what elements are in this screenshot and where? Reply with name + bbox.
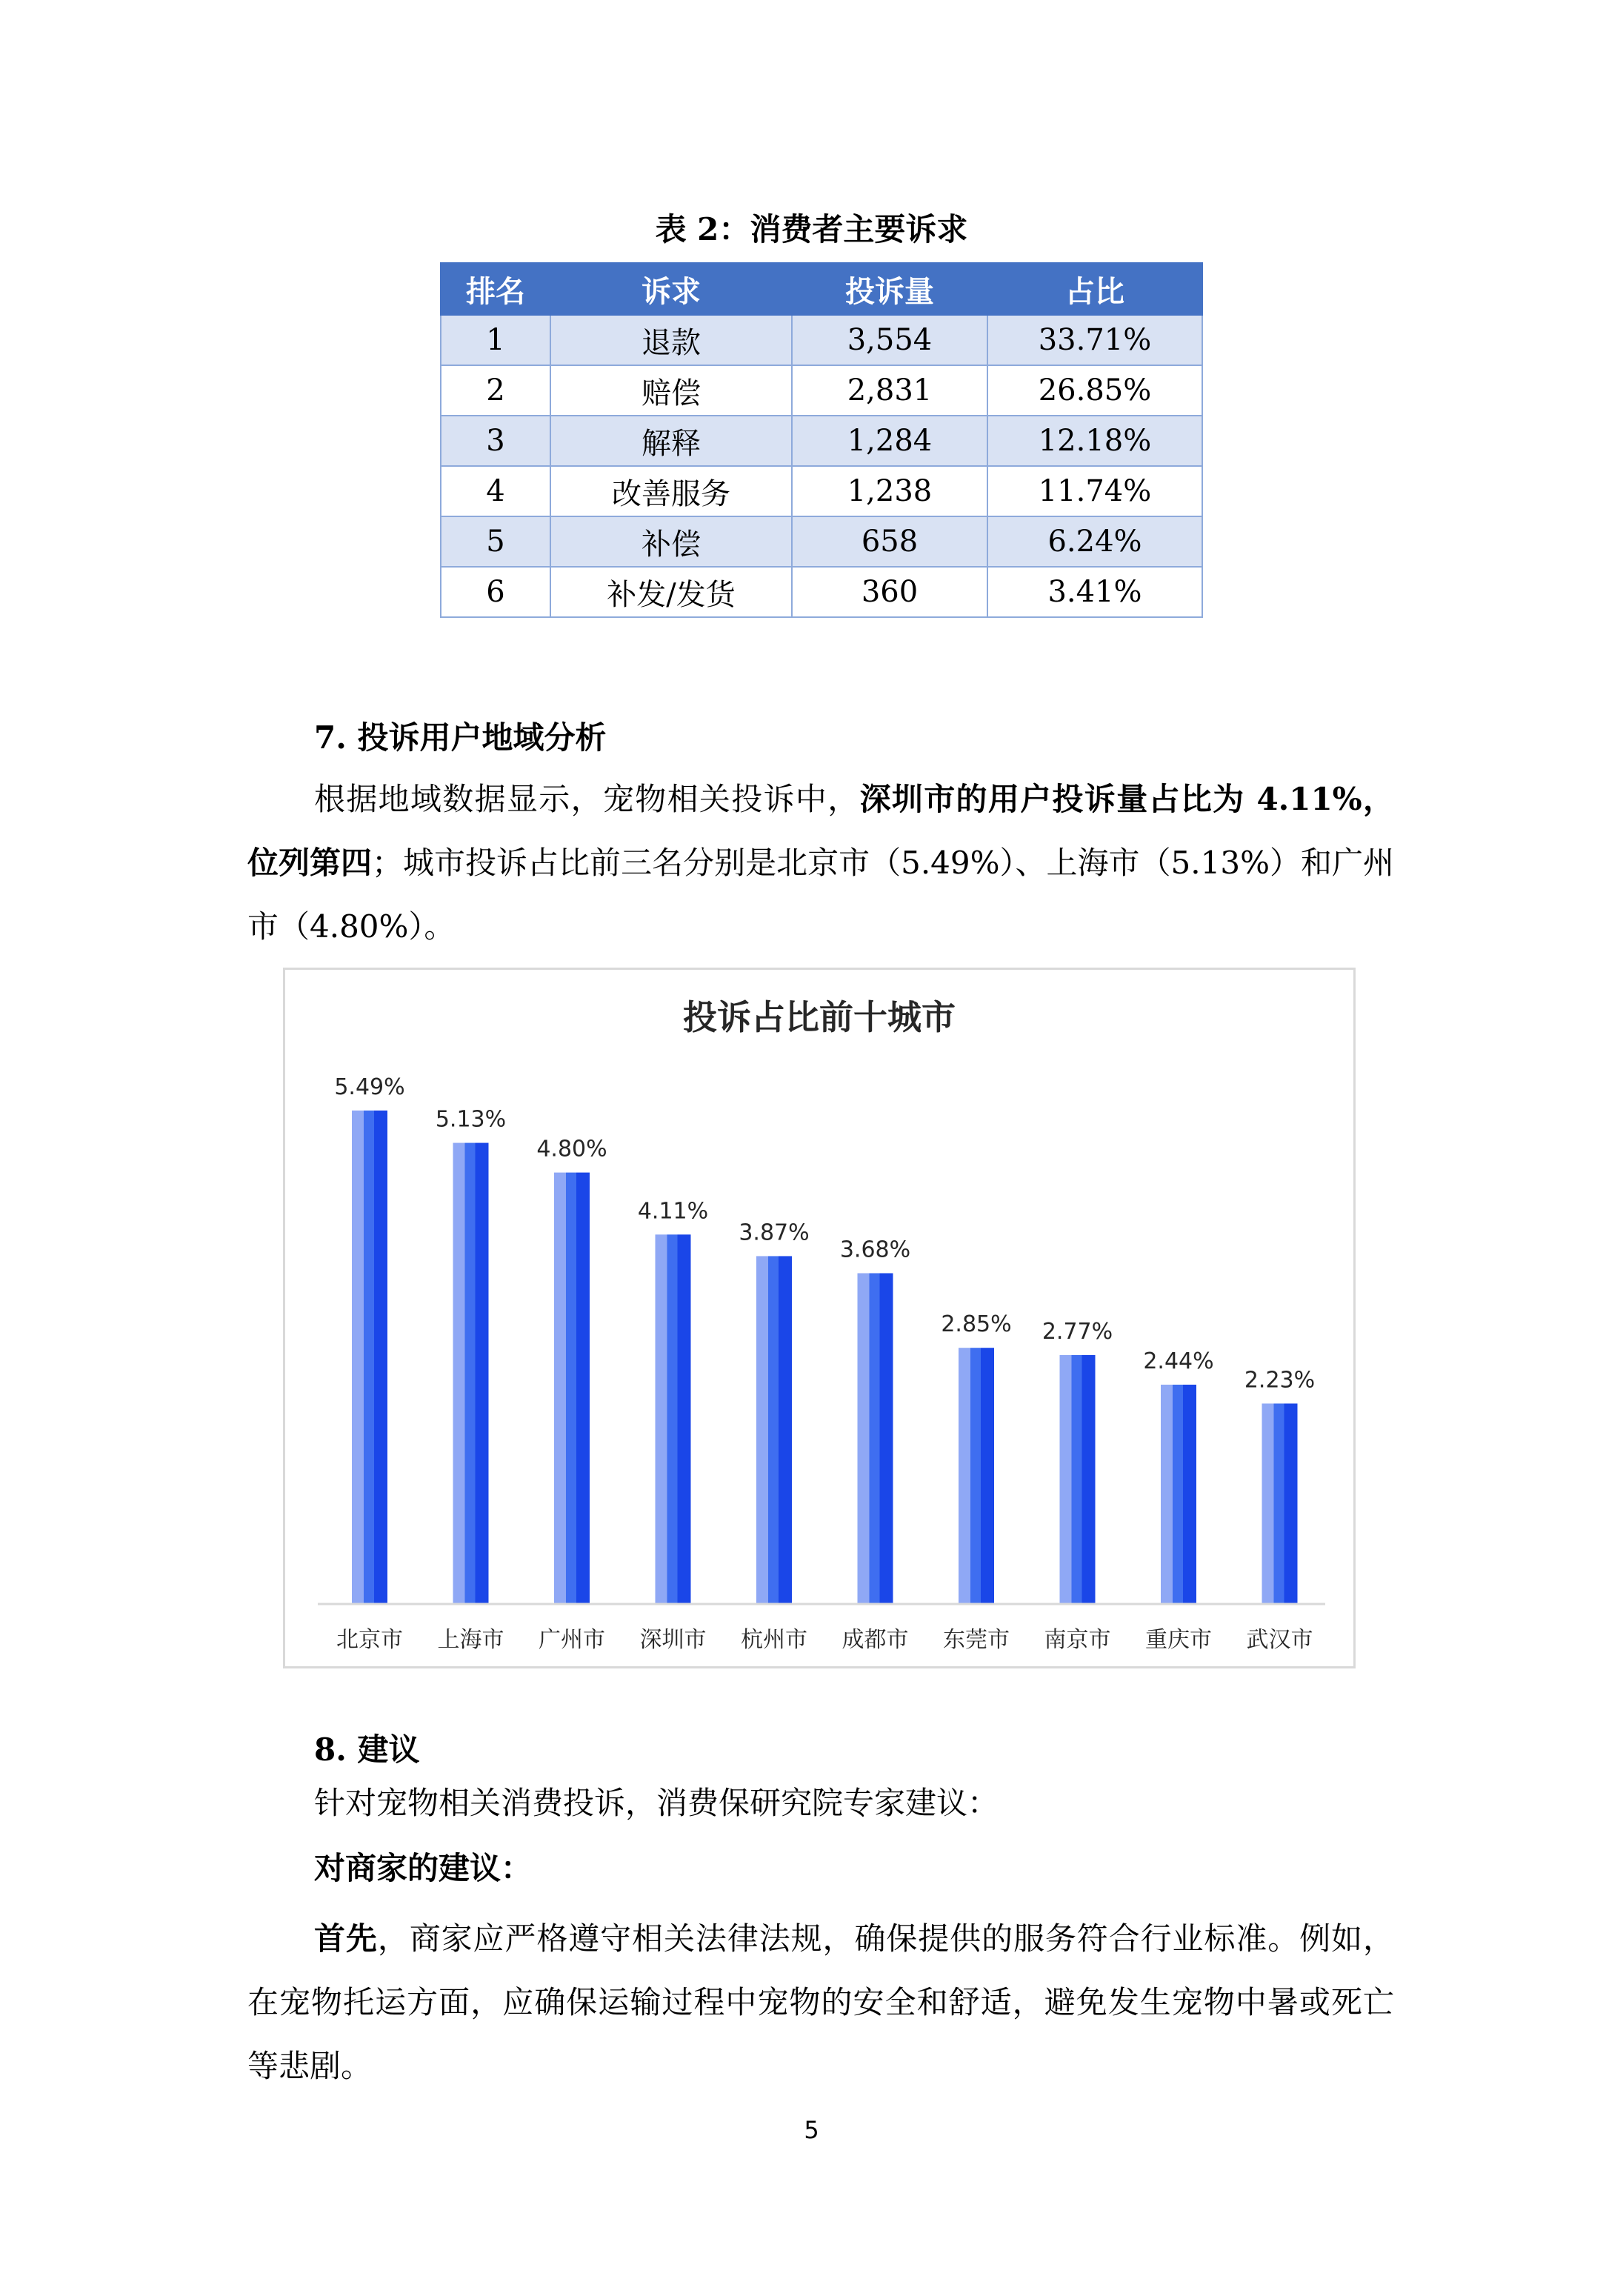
bar-杭州市 xyxy=(756,1256,792,1604)
bar-segment xyxy=(364,1111,374,1604)
cell-demand: 补偿 xyxy=(550,516,792,567)
merchant-advice-heading: 对商家的建议： xyxy=(314,1850,533,1886)
chart-svg xyxy=(285,970,1353,1666)
cell-demand: 改善服务 xyxy=(550,466,792,516)
advice-lead: 首先 xyxy=(314,1920,378,1957)
cell-demand: 赔偿 xyxy=(550,365,792,416)
bar-segment xyxy=(880,1273,893,1604)
bar-成都市 xyxy=(858,1273,893,1604)
bar-segment xyxy=(1082,1355,1096,1604)
complaint-demands-table xyxy=(440,262,1203,618)
bar-广州市 xyxy=(554,1173,590,1604)
bar-segment xyxy=(678,1234,691,1604)
x-tick-label: 东莞市 xyxy=(943,1627,1010,1653)
bar-武汉市 xyxy=(1262,1403,1298,1604)
bar-北京市 xyxy=(352,1111,387,1604)
header-demand: 诉求 xyxy=(550,263,792,315)
table-row xyxy=(441,516,1202,567)
data-label: 2.23% xyxy=(1244,1367,1316,1394)
cell-count: 3,554 xyxy=(792,315,987,365)
bar-东莞市 xyxy=(959,1348,994,1604)
bar-segment xyxy=(554,1173,566,1604)
data-label: 4.80% xyxy=(536,1136,607,1162)
section-7-text: 根据地域数据显示，宠物相关投诉中， xyxy=(314,781,860,817)
data-label: 3.68% xyxy=(839,1237,911,1263)
cell-rank: 6 xyxy=(441,567,550,617)
cell-count: 360 xyxy=(792,567,987,617)
section-8-intro: 针对宠物相关消费投诉，消费保研究院专家建议： xyxy=(314,1785,999,1821)
cell-share: 12.18% xyxy=(987,416,1202,466)
chart-x-tick-labels xyxy=(336,1627,1313,1653)
table-row xyxy=(441,416,1202,466)
bar-segment xyxy=(1060,1355,1072,1604)
section-7-heading: 7. 投诉用户地域分析 xyxy=(314,719,607,756)
x-tick-label: 南京市 xyxy=(1044,1627,1111,1653)
city-complaint-chart xyxy=(283,968,1356,1668)
chart-title: 投诉占比前十城市 xyxy=(683,997,956,1037)
bar-重庆市 xyxy=(1161,1385,1196,1604)
cell-demand: 补发/发货 xyxy=(550,567,792,617)
cell-count: 658 xyxy=(792,516,987,567)
bar-segment xyxy=(1262,1403,1274,1604)
data-label: 3.87% xyxy=(739,1219,810,1246)
cell-rank: 3 xyxy=(441,416,550,466)
advice-text: ，商家应严格遵守相关法律法规，确保提供的服务符合行业标准。例如，在宠物托运方面，应确保运输过程中宠物的安全和舒适，避免发生宠物中暑或死亡等悲剧。 xyxy=(247,1920,1394,2084)
bar-segment xyxy=(566,1173,576,1604)
cell-count: 2,831 xyxy=(792,365,987,416)
cell-share: 11.74% xyxy=(987,466,1202,516)
bar-segment xyxy=(453,1143,465,1604)
section-8-heading: 8. 建议 xyxy=(314,1731,420,1768)
cell-rank: 2 xyxy=(441,365,550,416)
bar-segment xyxy=(1183,1385,1196,1604)
header-share: 占比 xyxy=(987,263,1202,315)
table-caption: 表 2：消费者主要诉求 xyxy=(655,211,968,247)
data-label: 2.44% xyxy=(1143,1348,1214,1374)
bar-深圳市 xyxy=(656,1234,691,1604)
bar-segment xyxy=(576,1173,590,1604)
bar-segment xyxy=(1161,1385,1173,1604)
data-label: 4.11% xyxy=(637,1198,709,1225)
x-tick-label: 北京市 xyxy=(336,1627,403,1653)
cell-rank: 1 xyxy=(441,315,550,365)
bar-南京市 xyxy=(1060,1355,1096,1604)
bar-segment xyxy=(1072,1355,1082,1604)
cell-rank: 5 xyxy=(441,516,550,567)
table-header-row xyxy=(441,263,1202,315)
cell-count: 1,238 xyxy=(792,466,987,516)
page-number: 5 xyxy=(804,2116,819,2144)
bar-segment xyxy=(959,1348,970,1604)
data-label: 2.77% xyxy=(1042,1318,1113,1345)
header-count: 投诉量 xyxy=(792,263,987,315)
x-tick-label: 广州市 xyxy=(539,1627,605,1653)
cell-count: 1,284 xyxy=(792,416,987,466)
bar-segment xyxy=(858,1273,870,1604)
cell-rank: 4 xyxy=(441,466,550,516)
cell-share: 3.41% xyxy=(987,567,1202,617)
x-tick-label: 成都市 xyxy=(842,1627,909,1653)
section-7-text-rest: ；城市投诉占比前三名分别是北京市（5.49%）、上海市（5.13%）和广州市（4.80%）。 xyxy=(247,845,1394,945)
bar-segment xyxy=(756,1256,768,1604)
section-7-paragraph xyxy=(247,768,1394,959)
bar-segment xyxy=(768,1256,779,1604)
bar-segment xyxy=(465,1143,476,1604)
x-tick-label: 重庆市 xyxy=(1145,1627,1212,1653)
bar-segment xyxy=(1284,1403,1298,1604)
header-rank: 排名 xyxy=(441,263,550,315)
cell-share: 26.85% xyxy=(987,365,1202,416)
data-label: 5.13% xyxy=(435,1106,507,1133)
bar-segment xyxy=(667,1234,678,1604)
bar-segment xyxy=(970,1348,981,1604)
table-row xyxy=(441,315,1202,365)
bar-segment xyxy=(1274,1403,1284,1604)
table-row xyxy=(441,466,1202,516)
x-tick-label: 深圳市 xyxy=(639,1627,707,1653)
cell-share: 6.24% xyxy=(987,516,1202,567)
bar-segment xyxy=(656,1234,667,1604)
bar-segment xyxy=(352,1111,364,1604)
bar-segment xyxy=(870,1273,880,1604)
x-tick-label: 武汉市 xyxy=(1246,1627,1313,1653)
bar-segment xyxy=(374,1111,387,1604)
table-row xyxy=(441,567,1202,617)
table-row xyxy=(441,365,1202,416)
cell-share: 33.71% xyxy=(987,315,1202,365)
data-label: 5.49% xyxy=(334,1074,405,1100)
bar-segment xyxy=(476,1143,489,1604)
cell-demand: 退款 xyxy=(550,315,792,365)
bar-segment xyxy=(1173,1385,1183,1604)
bar-segment xyxy=(981,1348,994,1604)
x-tick-label: 上海市 xyxy=(437,1627,504,1653)
data-label: 2.85% xyxy=(941,1311,1012,1338)
merchant-advice-paragraph xyxy=(247,1907,1394,2098)
cell-demand: 解释 xyxy=(550,416,792,466)
x-tick-label: 杭州市 xyxy=(741,1627,807,1653)
section-7-highlight: 深圳市的用户投诉量占比为 4.11%，位列第四 xyxy=(247,781,1394,881)
bar-segment xyxy=(779,1256,792,1604)
bar-上海市 xyxy=(453,1143,489,1604)
